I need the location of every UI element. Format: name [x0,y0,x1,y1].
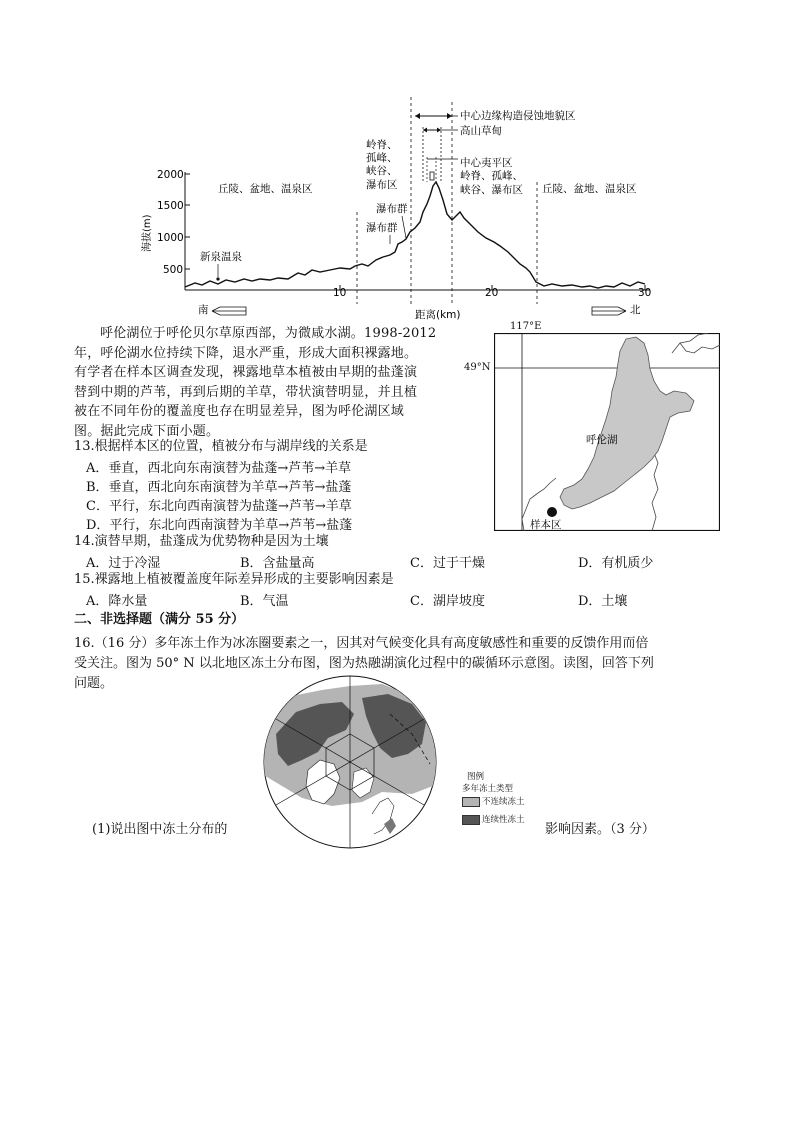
south-label: 南 [198,304,209,316]
south-arrow-icon [212,307,246,315]
y-tick-2000: 2000 [157,169,184,181]
x-tick-10: 10 [333,287,347,299]
q13-stem: 13.根据样本区的位置，植被分布与湖岸线的关系是 [74,439,368,454]
y-tick-500: 500 [163,264,184,276]
center-zone-label-3: 峡谷、瀑布区 [460,184,523,196]
q16-line-2: 受关注。图为 50° N 以北地区冻土分布图，图为热融湖演化过程中的碳循环示意图。读图，回答下列 [74,656,654,671]
meadow-label: 高山草甸 [460,125,502,137]
longitude-label: 117°E [510,321,542,332]
sample-area-marker [547,507,557,517]
legend-label-continuous: 连续性冻土 [482,815,525,825]
north-label: 北 [630,304,641,316]
hulun-lake-map [494,333,720,531]
center-zone-label-1: 中心夷平区 [460,157,513,169]
q15-option-c[interactable]: C．湖岸坡度 [410,594,485,609]
q15-option-d[interactable]: D．土壤 [578,594,628,609]
waterfall-label-1: 瀑布群 [376,203,408,215]
spring-label: 新泉温泉 [200,251,242,263]
q13-option-c[interactable]: C．平行，东北向西南演替为盐蓬→芦苇→羊草 [86,499,352,514]
zone-right-label: 丘陵、盆地、温泉区 [542,183,637,195]
q16-sub1-right: 影响因素。（3 分） [545,822,655,837]
y-axis-label: 海拔(m) [142,214,153,252]
elevation-profile-line [185,182,645,288]
q15-option-a[interactable]: A．降水量 [86,594,148,609]
lake-name: 呼伦湖 [586,434,618,446]
q15-option-b[interactable]: B．气温 [240,594,289,609]
sample-label: 样本区 [530,519,562,531]
q15-stem: 15.裸露地上植被覆盖度年际差异形成的主要影响因素是 [74,572,394,587]
ridge-label-2: 孤峰、 [366,152,398,164]
waterfall-label-2: 瀑布群 [366,222,398,234]
q13-option-b[interactable]: B．垂直，西北向东南演替为羊草→芦苇→盐蓬 [86,480,352,495]
legend-swatch-discontinuous [462,797,480,807]
elevation-profile-chart [140,92,660,324]
zone-left-label: 丘陵、盆地、温泉区 [218,183,313,195]
q14-option-c[interactable]: C．过于干燥 [410,556,485,571]
passage-line-6: 图。据此完成下面小题。 [74,423,220,439]
latitude-label: 49°N [464,362,491,373]
ridge-label-3: 峡谷、 [366,165,398,177]
legend-label-discontinuous: 不连续冻土 [482,797,525,807]
q14-stem: 14.演替早期，盐蓬成为优势物种是因为土壤 [74,534,329,549]
passage-line-5: 被在不同年份的覆盖度也存在明显差异，图为呼伦湖区域 [74,404,405,419]
legend-title: 图例 [467,772,485,782]
legend-subtitle: 多年冻土类型 [462,784,514,794]
q13-option-d[interactable]: D．平行，东北向西南演替为羊草→芦苇→盐蓬 [86,518,353,533]
q14-option-b[interactable]: B．含盐量高 [240,556,315,571]
q16-line-1: 16.（16 分）多年冻土作为冰冻圈要素之一，因其对气候变化具有高度敏感性和重要的反馈作用而倍 [74,636,649,651]
x-tick-30: 30 [638,287,652,299]
q14-option-a[interactable]: A．过于冷湿 [86,556,161,571]
center-zone-label-2: 岭脊、孤峰、 [460,170,523,182]
x-tick-20: 20 [485,287,499,299]
q16-sub1-left: (1)说出图中冻土分布的 [92,822,228,837]
legend-swatch-continuous [462,815,480,825]
passage-line-3: 有学者在样本区调查发现，裸露地草本植被由早期的盐蓬演 [74,365,418,380]
y-tick-1500: 1500 [157,200,184,212]
x-axis-label: 距离(km) [415,309,461,321]
passage [74,324,484,441]
north-arrow-icon [592,307,626,315]
y-tick-1000: 1000 [157,232,184,244]
q16-line-3: 问题。 [74,676,114,691]
passage-line-2: 年，呼伦湖水位持续下降，退水严重，形成大面积裸露地。 [74,345,418,361]
passage-line-1: 呼伦湖位于呼伦贝尔草原西部，为微咸水湖。1998-2012 [100,326,437,341]
edge-zone-label: 中心边缘构造侵蚀地貌区 [460,110,576,122]
passage-line-4: 替到中期的芦苇，再到后期的羊草，带状演替明显，并且植 [74,384,418,400]
permafrost-polar-map [262,674,438,850]
q13-option-a[interactable]: A．垂直，西北向东南演替为盐蓬→芦苇→羊草 [86,461,352,476]
section-2-title: 二、非选择题（满分 55 分） [74,612,245,627]
ridge-label-1: 岭脊、 [366,139,398,151]
ridge-label-4: 瀑布区 [366,179,398,191]
q14-option-d[interactable]: D．有机质少 [578,556,654,571]
